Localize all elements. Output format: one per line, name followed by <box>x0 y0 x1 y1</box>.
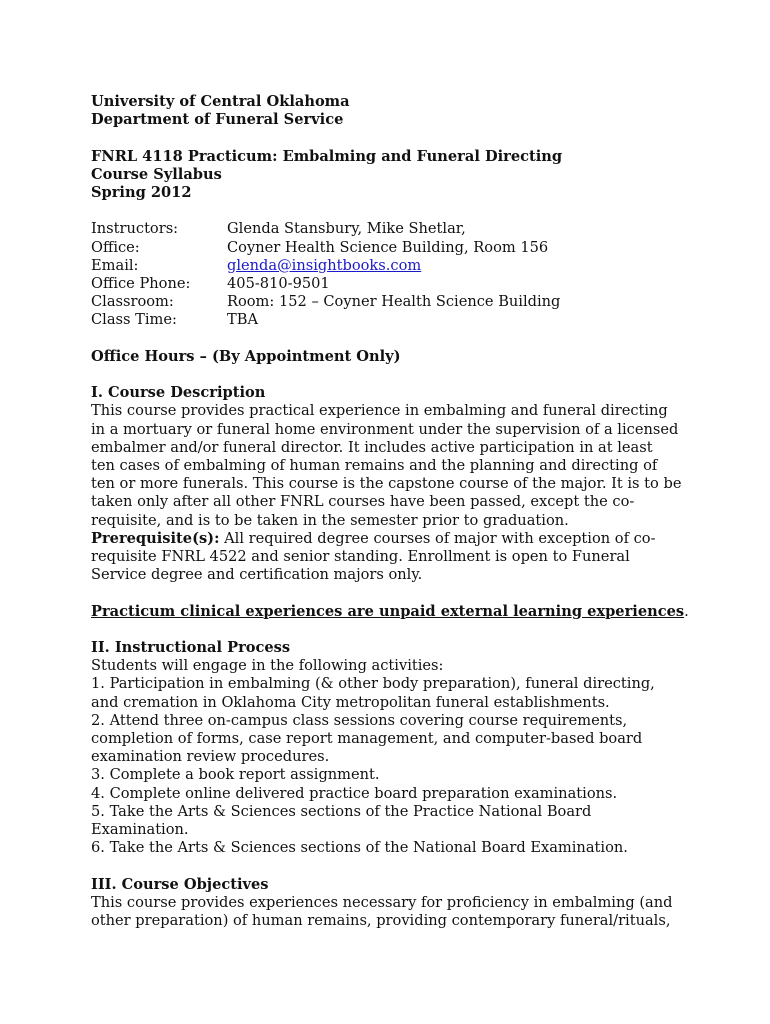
info-value: Coyner Health Science Building, Room 156 <box>227 238 549 256</box>
paragraph-line: embalmer and/or funeral director. It includes active participation in at least <box>91 438 653 456</box>
list-item: 2. Attend three on-campus class sessions covering course requirements, <box>91 711 628 729</box>
paragraph-line: requisite, and is to be taken in the semester prior to graduation. <box>91 511 569 529</box>
list-item: 6. Take the Arts & Sciences sections of the National Board Examination. <box>91 839 628 857</box>
university-name: University of Central Oklahoma <box>91 93 350 110</box>
info-label: Office Phone: <box>91 275 191 292</box>
prerequisite-text: All required degree courses of major with exception of co- <box>219 529 656 547</box>
paragraph-line: requisite FNRL 4522 and senior standing. Enrollment is open to Funeral <box>91 548 630 566</box>
info-value: Room: 152 – Coyner Health Science Building <box>227 293 561 311</box>
paragraph-line: ten cases of embalming of human remains and the planning and directing of <box>91 457 658 474</box>
info-label: Classroom: <box>91 293 174 311</box>
info-row-instructors <box>91 220 691 238</box>
document-type: Course Syllabus <box>91 165 222 183</box>
paragraph-line: This course provides experiences necessary for proficiency in embalming (and <box>91 893 673 911</box>
paragraph-line: taken only after all other FNRL courses have been passed, except the co- <box>91 493 635 511</box>
list-item: 5. Take the Arts & Sciences sections of the Practice National Board <box>91 802 592 820</box>
section-heading-course-objectives: III. Course Objectives <box>91 875 269 893</box>
list-item: Examination. <box>91 821 189 839</box>
syllabus-page <box>91 93 691 930</box>
paragraph-line: Service degree and certification majors only. <box>91 566 423 584</box>
unpaid-note <box>91 603 691 621</box>
info-row-class-time <box>91 311 691 329</box>
unpaid-note-period: . <box>684 602 689 620</box>
section-intro: Students will engage in the following activities: <box>91 657 444 675</box>
info-row-classroom <box>91 293 691 311</box>
paragraph-line: This course provides practical experience in embalming and funeral directing <box>91 402 668 420</box>
course-term: Spring 2012 <box>91 184 192 201</box>
unpaid-note-text: Practicum clinical experiences are unpaid external learning experiences <box>91 602 685 620</box>
paragraph-line: ten or more funerals. This course is the capstone course of the major. It is to be <box>91 475 682 493</box>
prerequisite-label: Prerequisite(s): <box>91 529 220 547</box>
list-item: completion of forms, case report management, and computer-based board <box>91 730 643 748</box>
list-item: 1. Participation in embalming (& other body preparation), funeral directing, <box>91 675 655 693</box>
section-heading-instructional-process: II. Instructional Process <box>91 639 291 656</box>
info-value: Glenda Stansbury, Mike Shetlar, <box>227 220 466 238</box>
info-label: Email: <box>91 256 139 274</box>
info-row-phone <box>91 275 691 293</box>
info-value: TBA <box>227 311 258 329</box>
list-item: examination review procedures. <box>91 748 330 766</box>
department-name: Department of Funeral Service <box>91 111 344 129</box>
info-label: Instructors: <box>91 220 179 238</box>
info-label: Office: <box>91 238 140 256</box>
office-hours: Office Hours – (By Appointment Only) <box>91 347 401 365</box>
paragraph-line: in a mortuary or funeral home environment under the supervision of a licensed <box>91 420 679 438</box>
course-title: FNRL 4118 Practicum: Embalming and Funeral Directing <box>91 147 563 165</box>
list-item: and cremation in Oklahoma City metropolitan funeral establishments. <box>91 693 610 711</box>
paragraph-line: other preparation) of human remains, providing contemporary funeral/rituals, <box>91 912 671 930</box>
info-value: 405-810-9501 <box>227 275 330 292</box>
list-item: 4. Complete online delivered practice board preparation examinations. <box>91 784 618 802</box>
list-item: 3. Complete a book report assignment. <box>91 766 380 784</box>
prerequisite-line <box>91 530 691 548</box>
info-row-email <box>91 257 691 275</box>
info-label: Class Time: <box>91 311 177 329</box>
email-link[interactable]: glenda@insightbooks.com <box>227 256 422 274</box>
info-row-office <box>91 239 691 257</box>
section-heading-course-description: I. Course Description <box>91 384 266 402</box>
